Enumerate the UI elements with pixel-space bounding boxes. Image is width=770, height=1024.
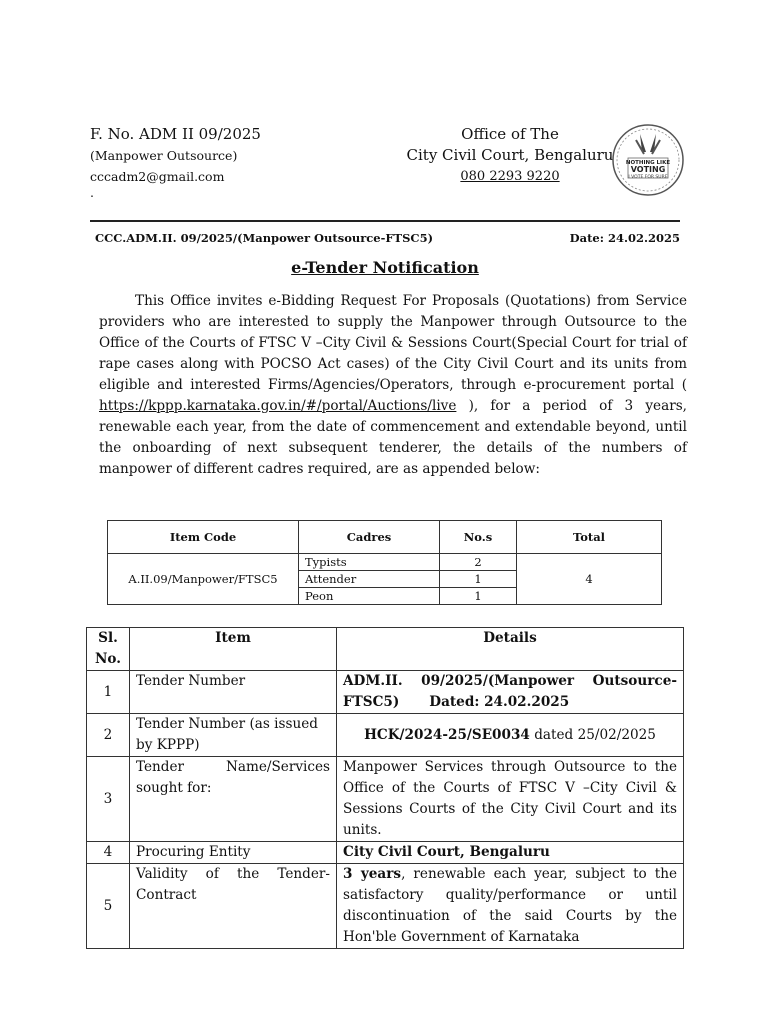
- logo-text-1: NOTHING LIKE: [625, 160, 671, 166]
- header-nos: No.s: [440, 521, 517, 554]
- cadre-cell: Typists: [299, 554, 440, 571]
- item-cell: Procuring Entity: [130, 842, 337, 864]
- details-cell: Manpower Services through Outsource to the Office of the Courts of FTSC V –City Civil & Sessions Courts of the City Civil Court and its units.: [337, 757, 684, 842]
- stray-dot: .: [90, 185, 94, 200]
- body-part-2: ), for a period of 3 years, renewable each year, from the date of commencement and extendable beyond, until the onboarding of next subsequent tenderer, the details of the numbers of manpower of different cadres required, are as appended below:: [99, 398, 687, 477]
- table-row: [87, 757, 684, 842]
- item-cell: Tender Number (as issued by KPPP): [130, 714, 337, 757]
- header-item: Item: [130, 628, 337, 671]
- header-divider: [90, 220, 680, 222]
- sl-cell: 4: [87, 842, 130, 864]
- notification-body: [99, 291, 687, 480]
- header-total: Total: [517, 521, 662, 554]
- kppp-tender-number: HCK/2024-25/SE0034: [364, 726, 530, 743]
- item-cell: Tender Number: [130, 671, 337, 714]
- sl-cell: 5: [87, 864, 130, 949]
- reference-number: CCC.ADM.II. 09/2025/(Manpower Outsource-FTSC5): [95, 231, 434, 245]
- table-row: [87, 714, 684, 757]
- cadre-table: [107, 520, 662, 605]
- details-table: [86, 627, 684, 949]
- table-row: [87, 671, 684, 714]
- court-name: City Civil Court, Bengaluru: [406, 146, 614, 164]
- header-details: Details: [337, 628, 684, 671]
- details-cell: [337, 714, 684, 757]
- item-cell: Tender Name/Services sought for:: [130, 757, 337, 842]
- validity-terms: , renewable each year, subject to the satisfactory quality/performance or until discontinuation of the said Courts by the Hon'ble Government of Karnataka: [343, 866, 677, 945]
- voting-logo-icon: [610, 122, 686, 198]
- count-cell: 1: [440, 588, 517, 605]
- office-email: cccadm2@gmail.com: [90, 169, 225, 184]
- reference-date: Date: 24.02.2025: [569, 231, 680, 245]
- logo-text-2: VOTING: [630, 165, 666, 174]
- cadre-cell: Peon: [299, 588, 440, 605]
- header-item-code: Item Code: [108, 521, 299, 554]
- header-office: [380, 124, 640, 187]
- reference-line: [95, 231, 680, 245]
- cadre-cell: Attender: [299, 571, 440, 588]
- header-sl-no: Sl. No.: [87, 628, 130, 671]
- table-row: [87, 864, 684, 949]
- logo-text-3: I VOTE FOR SURE: [628, 175, 668, 180]
- cadre-table-header: [108, 521, 662, 554]
- details-table-header: [87, 628, 684, 671]
- details-cell: [337, 671, 684, 714]
- page-title: e-Tender Notification: [291, 258, 479, 277]
- file-number: F. No. ADM II 09/2025: [90, 125, 261, 143]
- validity-years: 3 years: [343, 866, 402, 882]
- count-cell: 1: [440, 571, 517, 588]
- kppp-tender-date: dated 25/02/2025: [529, 726, 656, 743]
- count-cell: 2: [440, 554, 517, 571]
- total-cell: 4: [517, 554, 662, 605]
- kppp-portal-link[interactable]: https://kppp.karnataka.gov.in/#/portal/Auctions/live: [99, 398, 457, 414]
- voting-logo: [610, 122, 686, 198]
- details-cell: [337, 864, 684, 949]
- sl-cell: 3: [87, 757, 130, 842]
- sl-cell: 2: [87, 714, 130, 757]
- tender-number-text: ADM.II. 09/2025/(Manpower Outsource-FTSC5): [343, 673, 677, 710]
- header-left: [90, 124, 261, 199]
- item-code-cell: A.II.09/Manpower/FTSC5: [108, 554, 299, 605]
- table-row: [87, 842, 684, 864]
- item-cell: Validity of the Tender-Contract: [130, 864, 337, 949]
- header-cadres: Cadres: [299, 521, 440, 554]
- office-phone: 080 2293 9220: [460, 169, 560, 184]
- tender-date-text: Dated: 24.02.2025: [429, 694, 570, 710]
- sl-cell: 1: [87, 671, 130, 714]
- body-part-1: This Office invites e-Bidding Request For Proposals (Quotations) from Service providers who are interested to supply the Manpower through Outsource to the Office of the Courts of FTSC V –City Civil & Sessions Court(Special Court for trial of rape cases along with POCSO Act cases) of the City Civil Court and its units from eligible and interested Firms/Agencies/Operators, through e-procurement portal (: [99, 293, 687, 393]
- details-cell: City Civil Court, Bengaluru: [337, 842, 684, 864]
- file-subject: (Manpower Outsource): [90, 148, 238, 163]
- table-row: [108, 554, 662, 571]
- office-label: Office of The: [461, 125, 559, 143]
